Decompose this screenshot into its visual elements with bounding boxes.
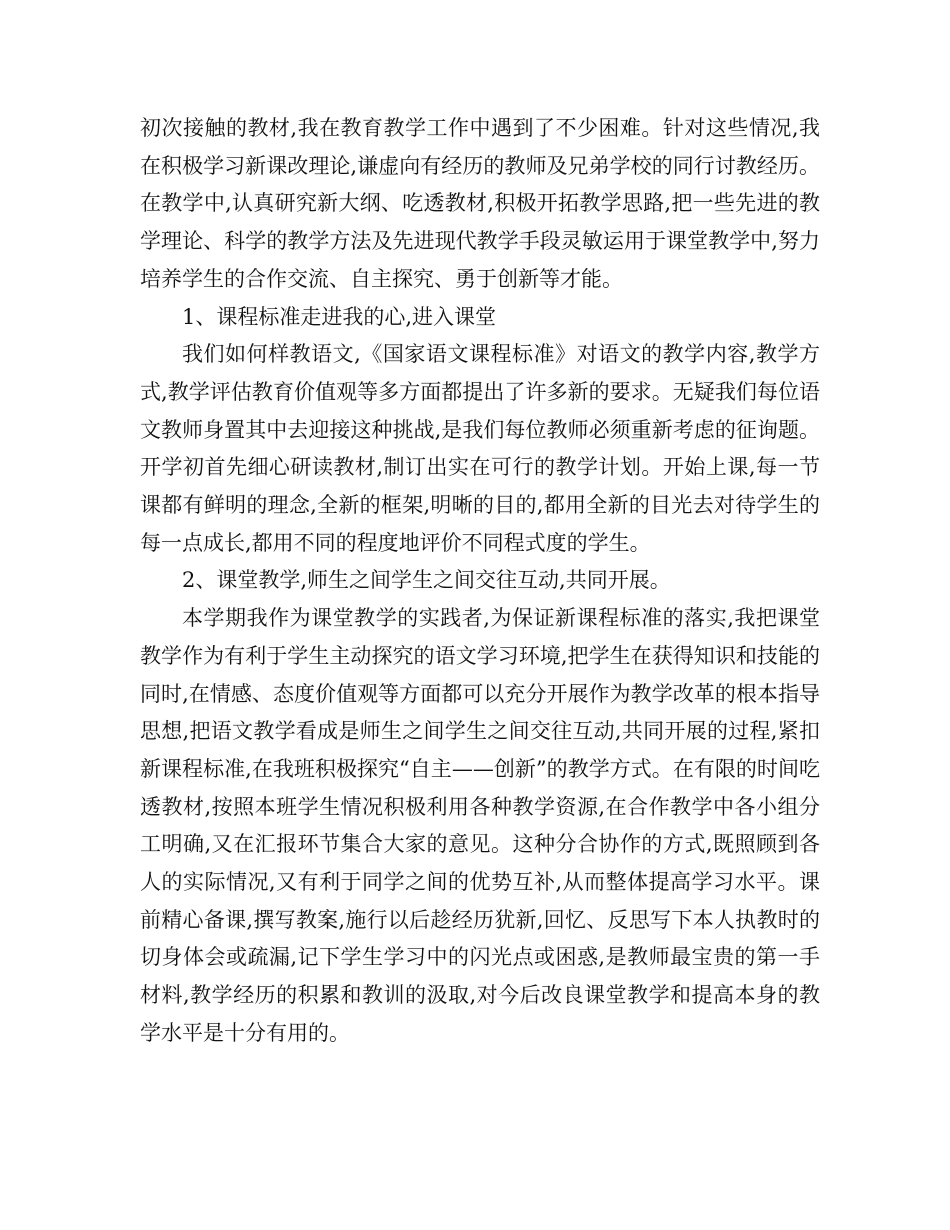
paragraph-1: 初次接触的教材,我在教育教学工作中遇到了不少困难。针对这些情况,我在积极学习新课改理论,谦虚向有经历的教师及兄弟学校的同行讨教经历。在教学中,认真研究新大纲、吃透教材,积极开拓教学思路,把一些先进的教学理论、科学的教学方法及先进现代教学手段灵敏运用于课堂教学中,努力培养学生的合作交流、自主探究、勇于创新等才能。 <box>140 116 820 291</box>
section-heading-2: 2、课堂教学,师生之间学生之间交往互动,共同开展。 <box>182 568 671 593</box>
document-body <box>140 110 820 1053</box>
paragraph-3: 本学期我作为课堂教学的实践者,为保证新课程标准的落实,我把课堂教学作为有利于学生主动探究的语文学习环境,把学生在获得知识和技能的同时,在情感、态度价值观等方面都可以充分开展作为教学改革的根本指导思想,把语文教学看成是师生之间学生之间交往互动,共同开展的过程,紧扣新课程标准,在我班积极探究“自主——创新”的教学方式。在有限的时间吃透教材,按照本班学生情况积极利用各种教学资源,在合作教学中各小组分工明确,又在汇报环节集合大家的意见。这种分合协作的方式,既照顾到各人的实际情况,又有利于同学之间的优势互补,从而整体提高学习水平。课前精心备课,撰写教案,施行以后趁经历犹新,回忆、反思写下本人执教时的切身体会或疏漏,记下学生学习中的闪光点或困惑,是教师最宝贵的第一手材料,教学经历的积累和教训的汲取,对今后改良课堂教学和提高本身的教学水平是十分有用的。 <box>140 606 820 1045</box>
paragraph-2: 我们如何样教语文,《国家语文课程标准》对语文的教学内容,教学方式,教学评估教育价值观等多方面都提出了许多新的要求。无疑我们每位语文教师身置其中去迎接这种挑战,是我们每位教师必须重新考虑的征询题。开学初首先细心研读教材,制订出实在可行的教学计划。开始上课,每一节课都有鲜明的理念,全新的框架,明晰的目的,都用全新的目光去对待学生的每一点成长,都用不同的程度地评价不同程式度的学生。 <box>140 342 820 555</box>
section-heading-1: 1、课程标准走进我的心,进入课堂 <box>182 304 497 329</box>
